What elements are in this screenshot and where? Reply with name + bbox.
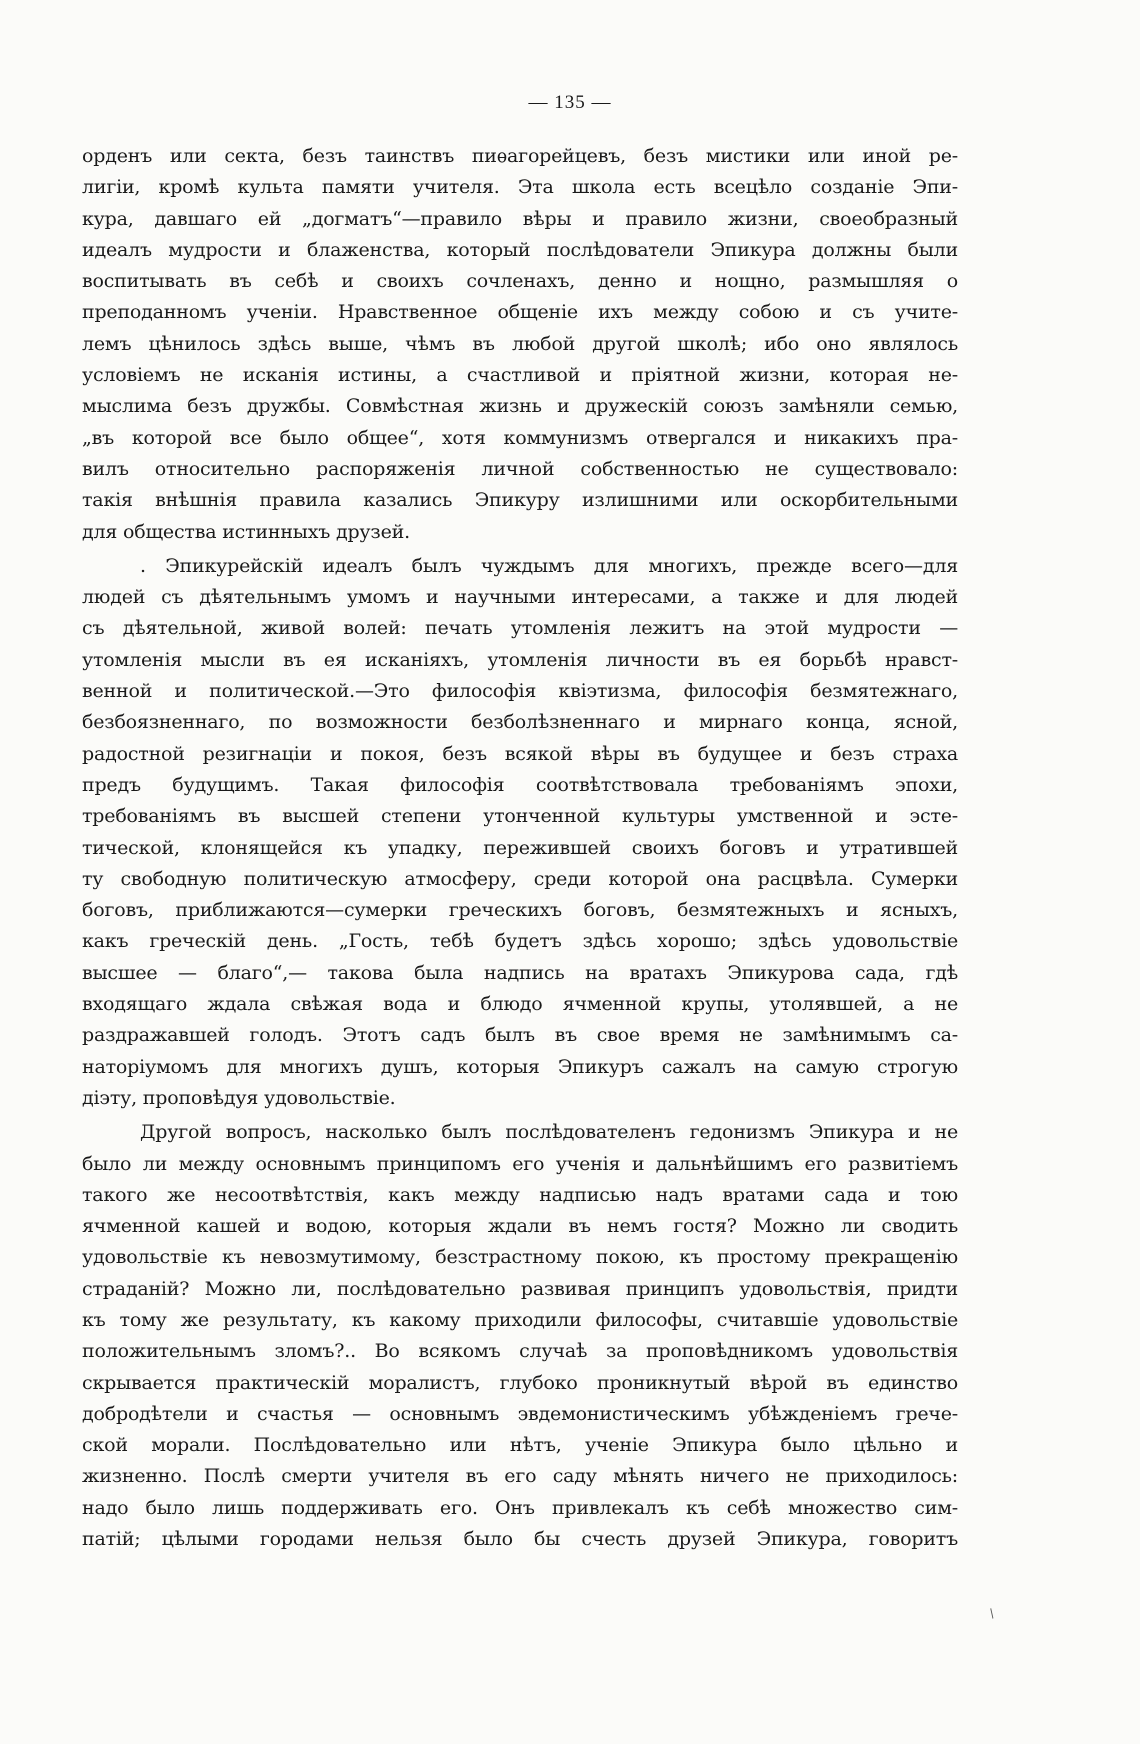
text-line: вилъ относительно распоряженія личной собственностью не существовало: xyxy=(82,457,958,480)
text-line: людей съ дѣятельнымъ умомъ и научными интересами, а также и для людей xyxy=(82,586,958,609)
text-line: было ли между основнымъ принципомъ его ученія и дальнѣйшимъ его развитіемъ xyxy=(82,1152,958,1175)
text-line: „въ которой все было общее“, хотя коммунизмъ отвергался и никакихъ пра- xyxy=(82,426,958,449)
text-line: требованіямъ въ высшей степени утонченной культуры умственной и эсте- xyxy=(82,805,958,828)
text-line: воспитывать въ себѣ и своихъ сочленахъ, денно и нощно, размышляя о xyxy=(82,270,958,293)
text-line: идеалъ мудрости и блаженства, который послѣдователи Эпикура должны были xyxy=(82,238,958,261)
text-line: удовольствіе къ невозмутимому, безстрастному покою, къ простому прекращенію xyxy=(82,1246,958,1269)
text-line: входящаго ждала свѣжая вода и блюдо ячменной крупы, утолявшей, а не xyxy=(82,993,958,1016)
text-line: условіемъ не исканія истины, а счастливой и пріятной жизни, которая не- xyxy=(82,364,958,387)
text-line: Другой вопросъ, насколько былъ послѣдователенъ гедонизмъ Эпикура и не xyxy=(140,1121,958,1144)
text-line: преподанномъ ученіи. Нравственное общеніе ихъ между собою и съ учите- xyxy=(82,301,958,324)
body-text xyxy=(82,141,958,1555)
text-line: надо было лишь поддерживать его. Онъ привлекалъ къ себѣ множество сим- xyxy=(82,1496,958,1519)
text-line: скрывается практическій моралистъ, глубоко проникнутый вѣрой въ единство xyxy=(82,1371,958,1394)
text-line: предъ будущимъ. Такая философія соотвѣтствовала требованіямъ эпохи, xyxy=(82,773,958,796)
page-number: — 135 — xyxy=(528,92,612,113)
text-line: ской морали. Послѣдовательно или нѣтъ, ученіе Эпикура было цѣльно и xyxy=(82,1434,958,1457)
paragraph-1 xyxy=(82,141,958,548)
text-line: патій; цѣлыми городами нельзя было бы счесть друзей Эпикура, говоритъ xyxy=(82,1528,958,1551)
text-line: кура, давшаго ей „догматъ“—правило вѣры и правило жизни, своеобразный xyxy=(82,207,958,230)
text-line: тической, клонящейся къ упадку, пережившей своихъ боговъ и утратившей xyxy=(82,836,958,859)
text-line: раздражавшей голодъ. Этотъ садъ былъ въ свое время не замѣнимымъ са- xyxy=(82,1024,958,1047)
stray-pencil-mark: / xyxy=(986,1606,997,1621)
text-line: діэту, проповѣдуя удовольствіе. xyxy=(82,1086,396,1109)
text-line: ту свободную политическую атмосферу, среди которой она расцвѣла. Сумерки xyxy=(82,867,958,890)
text-line: для общества истинныхъ друзей. xyxy=(82,520,410,543)
text-line: такія внѣшнія правила казались Эпикуру излишними или оскорбительными xyxy=(82,489,958,512)
text-line: такого же несоотвѣтствія, какъ между надписью надъ вратами сада и тою xyxy=(82,1183,958,1206)
text-line: добродѣтели и счастья — основнымъ эвдемонистическимъ убѣжденіемъ грече- xyxy=(82,1402,958,1425)
text-line: ячменной кашей и водою, которыя ждали въ немъ гостя? Можно ли сводить xyxy=(82,1215,958,1238)
text-line: орденъ или секта, безъ таинствъ пиѳагорейцевъ, безъ мистики или иной ре- xyxy=(82,145,958,167)
paragraph-2 xyxy=(82,551,958,1114)
text-line: положительнымъ зломъ?.. Во всякомъ случаѣ за проповѣдникомъ удовольствія xyxy=(82,1340,958,1363)
text-line: къ тому же результату, къ какому приходили философы, считавшіе удовольствіе xyxy=(82,1308,958,1331)
text-line: съ дѣятельной, живой волей: печать утомленія лежитъ на этой мудрости — xyxy=(82,617,958,640)
text-line: венной и политической.—Это философія квіэтизма, философія безмятежнаго, xyxy=(82,680,958,703)
text-line: высшее — благо“,— такова была надпись на вратахъ Эпикурова сада, гдѣ xyxy=(82,961,958,984)
text-line: лигіи, кромѣ культа памяти учителя. Эта школа есть всецѣло созданіе Эпи- xyxy=(82,176,958,199)
paragraph-3 xyxy=(82,1117,958,1555)
text-line: боговъ, приближаются—сумерки греческихъ боговъ, безмятежныхъ и ясныхъ, xyxy=(82,899,958,922)
text-line: наторіумомъ для многихъ душъ, которыя Эпикуръ сажалъ на самую строгую xyxy=(82,1055,958,1078)
text-line: страданій? Можно ли, послѣдовательно развивая принципъ удовольствія, придти xyxy=(82,1277,958,1300)
text-line: какъ греческій день. „Гость, тебѣ будетъ здѣсь хорошо; здѣсь удовольствіе xyxy=(82,930,958,953)
text-line: лемъ цѣнилось здѣсь выше, чѣмъ въ любой другой школѣ; ибо оно являлось xyxy=(82,332,958,355)
text-line: жизненно. Послѣ смерти учителя въ его саду мѣнять ничего не приходилось: xyxy=(82,1465,958,1488)
text-line: . Эпикурейскій идеалъ былъ чуждымъ для многихъ, прежде всего—для xyxy=(140,554,958,577)
text-line: утомленія мысли въ ея исканіяхъ, утомленія личности въ ея борьбѣ нравст- xyxy=(82,648,958,671)
text-line: радостной резигнаціи и покоя, безъ всякой вѣры въ будущее и безъ страха xyxy=(82,742,958,765)
text-line: мыслима безъ дружбы. Совмѣстная жизнь и дружескій союзъ замѣняли семью, xyxy=(82,395,958,418)
text-line: безбоязненнаго, по возможности безболѣзненнаго и мирнаго конца, ясной, xyxy=(82,711,958,734)
